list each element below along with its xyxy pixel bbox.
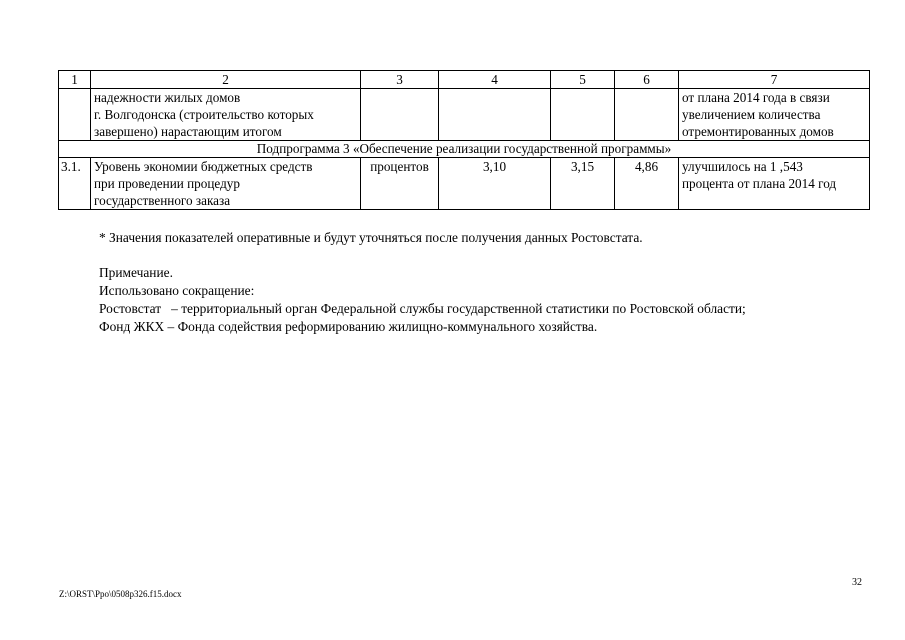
- abbrev-heading: Использовано сокращение:: [99, 283, 255, 298]
- cell-value-6: [615, 89, 679, 141]
- cell-line: увеличением количества: [682, 107, 821, 122]
- header-col-1: 1: [59, 71, 91, 89]
- cell-line: завершено) нарастающим итогом: [94, 124, 282, 139]
- page-number: 32: [852, 577, 862, 588]
- cell-line: г. Волгодонска (строительство которых: [94, 107, 314, 122]
- cell-value-4: 3,10: [439, 158, 551, 210]
- cell-line: государственного заказа: [94, 193, 231, 208]
- table-header-row: [59, 71, 870, 89]
- spacer: [99, 247, 746, 264]
- cell-num: [59, 89, 91, 141]
- cell-line: улучшилось на 1 ,543: [682, 159, 803, 174]
- report-table: [58, 70, 870, 210]
- cell-line: процента от плана 2014 год: [682, 176, 837, 191]
- cell-line: надежности жилых домов: [94, 90, 241, 105]
- cell-comment: [679, 158, 870, 210]
- cell-value-4: [439, 89, 551, 141]
- cell-line: от плана 2014 года в связи: [682, 90, 830, 105]
- header-col-3: 3: [361, 71, 439, 89]
- abbrev-item: Фонд ЖКХ – Фонда содействия реформированию жилищно-коммунального хозяйства.: [99, 319, 598, 334]
- footnote: * Значения показателей оперативные и будут уточняться после получения данных Ростовстата.: [99, 230, 643, 245]
- notes-block: [99, 229, 746, 336]
- cell-indicator-name: [91, 89, 361, 141]
- cell-line: отремонтированных домов: [682, 124, 834, 139]
- cell-value-5: [551, 89, 615, 141]
- cell-value-5: 3,15: [551, 158, 615, 210]
- cell-comment: [679, 89, 870, 141]
- header-col-2: 2: [91, 71, 361, 89]
- header-col-7: 7: [679, 71, 870, 89]
- header-col-6: 6: [615, 71, 679, 89]
- abbrev-item: Ростовстат – территориальный орган Федеральной службы государственной статистики по Ростовской области;: [99, 301, 746, 316]
- cell-line: Уровень экономии бюджетных средств: [94, 159, 313, 174]
- cell-unit: процентов: [361, 158, 439, 210]
- header-col-5: 5: [551, 71, 615, 89]
- cell-unit: [361, 89, 439, 141]
- cell-num: 3.1.: [59, 158, 91, 210]
- document-path: Z:\ORST\Ppo\0508p326.f15.docx: [59, 589, 182, 599]
- table-row: [59, 158, 870, 210]
- cell-line: при проведении процедур: [94, 176, 240, 191]
- cell-value-6: 4,86: [615, 158, 679, 210]
- cell-indicator-name: [91, 158, 361, 210]
- section-title: Подпрограмма 3 «Обеспечение реализации государственной программы»: [59, 141, 870, 158]
- section-row: [59, 141, 870, 158]
- table-row: [59, 89, 870, 141]
- header-col-4: 4: [439, 71, 551, 89]
- note-heading: Примечание.: [99, 265, 173, 280]
